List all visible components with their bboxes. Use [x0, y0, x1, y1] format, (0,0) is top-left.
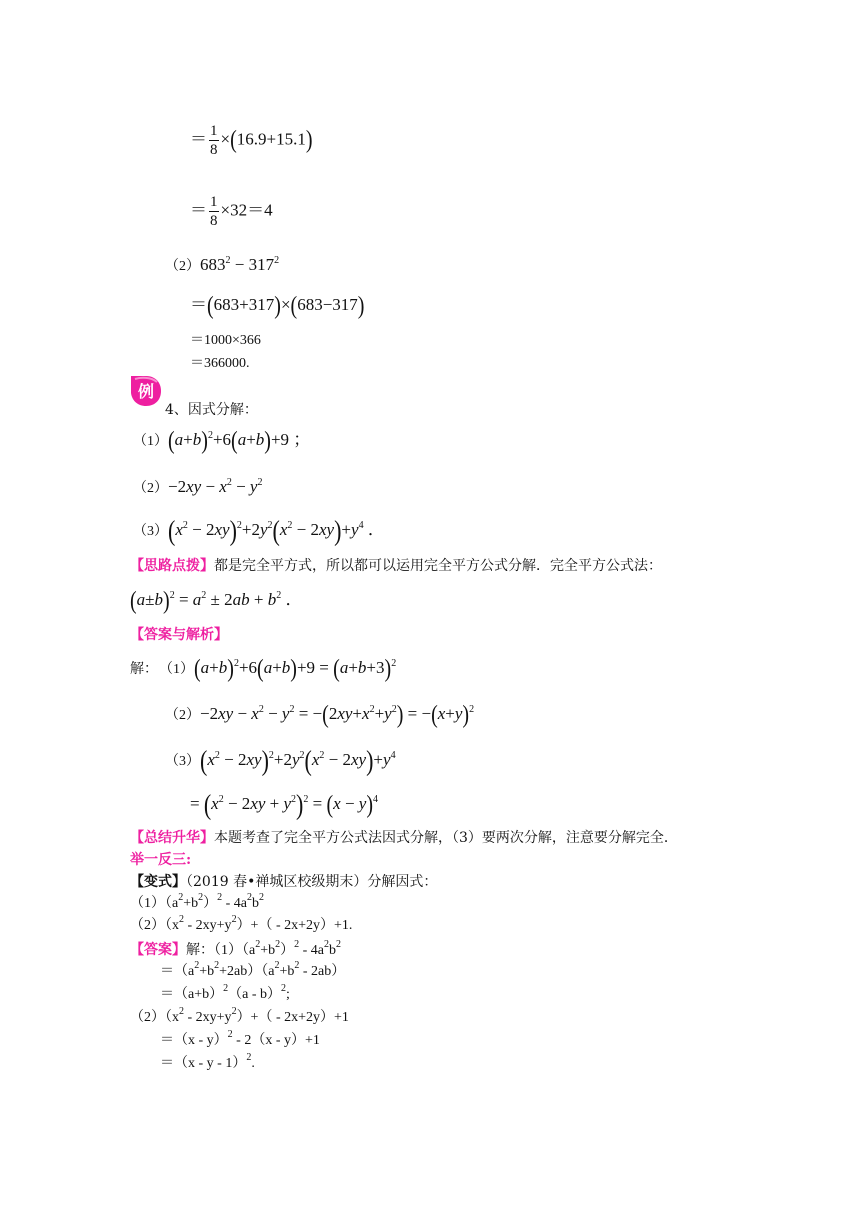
hint-heading: 【思路点拨】 [130, 558, 214, 574]
variant-q1: $(1)(a^2+b^2)^2 - 4a^2b^2$ [130, 892, 265, 911]
summary-text: 本题考查了完全平方公式法因式分解，（3）要两次分解，注意要分解完全． [214, 830, 678, 846]
example-item-1: $(1)(a+b)^2+6(a+b)+9$ ； [133, 427, 311, 455]
calc2-line4: ＝366000. [190, 356, 250, 371]
variant-q2: $(2)(x^2 - 2xy+y^2)+( - 2x+2y)+1$. [130, 914, 353, 933]
answer-heading: 【答案与解析】 [130, 627, 228, 643]
calc1-line1: ＝ $\frac{1}{8}$ ×(16.9+15.1) [190, 123, 313, 158]
example-item-2: $(2)-2xy - x^2 - y^2$ [133, 477, 263, 496]
variant-answer-2-step1: ＝（x - y）$^2$ - 2（x - y）+1 [160, 1029, 320, 1048]
calc2-expr: $(2)683^2 - 317^2$ [165, 255, 280, 274]
hint-text: 都是完全平方式，所以都可以运用完全平方公式分解．完全平方公式法： [214, 558, 662, 574]
variant-answer-1-step1: $=(a^2+b^2+2ab)(a^2+b^2 - 2ab)$ [160, 960, 346, 979]
answer-3-result: = $(x^2 - 2xy + y^2)^2 = (x - y)^4$ [190, 788, 378, 821]
calc2-line1: ＝(683+317)×(683−317) [190, 292, 365, 320]
variant-answer-2: $(2)(x^2 - 2xy+y^2)+( - 2x+2y)+1$ [130, 1006, 349, 1025]
summary-line [130, 828, 678, 848]
summary-heading: 【总结升华】 [130, 830, 214, 846]
answer-1: 解： $(1)(a+b)^2+6(a+b)+9 = (a+b+3)^2$ [130, 655, 397, 683]
calc2-line3: ＝1000×366 [190, 333, 261, 348]
variant-line [130, 872, 437, 892]
calc1-line2: ＝ $\frac{1}{8}$ ×32＝4 [190, 194, 273, 229]
answer-2: $(2)-2xy - x^2 - y^2 = -(2xy+x^2+y^2) = -(x+y)^2$ [165, 701, 475, 729]
variant-text: （2019 春•禅城区校级期末）分解因式： [186, 874, 438, 890]
answer-3: $(3)(x^2 - 2xy)^2+2y^2(x^2 - 2xy)+y^4$ [165, 744, 396, 777]
example-item-3: $(3)(x^2 - 2xy)^2+2y^2(x^2 - 2xy)+y^4$ ． [133, 514, 385, 547]
hint-formula: $(a\pm b)^2 = a^2 \pm 2ab + b^2$ ． [130, 587, 303, 615]
fraction: $\frac{1}{8}$ [210, 194, 218, 229]
example-badge-icon: 例 [129, 374, 163, 408]
example-title: 4、因式分解： [165, 402, 258, 418]
variant-answer-1: 【答案】解：$(1)(a^2+b^2)^2 - 4a^2b^2$ [130, 939, 342, 958]
variant-answer-2-step2: ＝（x - y - 1）$^2$. [160, 1052, 255, 1071]
variant-answer-1-step2: $=(a+b)^2(a - b)^2$; [160, 983, 290, 1002]
variant-heading: 【变式】 [130, 874, 186, 890]
fraction: $\frac{1}{8}$ [210, 123, 218, 158]
hint-line [130, 556, 662, 576]
variant-answer-heading: 【答案】 [130, 942, 186, 958]
practice-heading: 举一反三: [130, 852, 192, 868]
